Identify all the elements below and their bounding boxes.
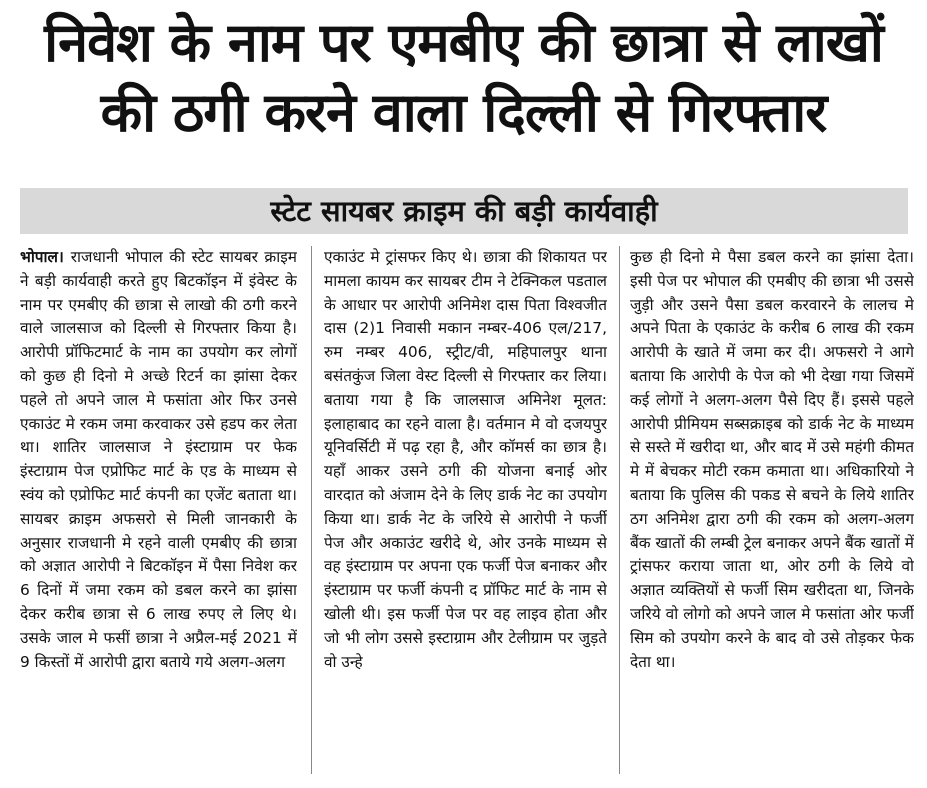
column-divider-2 xyxy=(619,246,620,774)
article-column-2 xyxy=(324,246,607,786)
article-column-3 xyxy=(630,246,914,786)
headline-line-1: निवेश के नाम पर एमबीए की छात्रा से लाखों xyxy=(44,11,883,74)
dateline: भोपाल। xyxy=(20,248,71,266)
column-3-text: कुछ ही दिनो मे पैसा डबल करने का झांसा देता। इसी पेज पर भोपाल की एमबीए की छात्रा भी उससे जुड़ी और उसने पैसा डबल करवारने के लालच मे अपने पिता के एकाउंट के करीब 6 लाख की रकम आरोपी के खाते में जमा कर दी। अफसरो ने आगे बताया कि आरोपी के पेज को भी देखा गया जिसमें कई लोगों ने अलग-अलग पैसे दिए हैं। इससे पहले आरोपी प्रीमियम सब्सक्राइब को डार्क नेट के माध्यम से सस्ते में खरीदा था, और बाद में उसे महंगी कीमत मे में बेचकर मोटी रकम कमाता था। अधिकारियो ने बताया कि पुलिस की पकड से बचने के लिये शातिर ठग अनिमेश द्वारा ठगी की रकम को अलग-अलग बैंक खातों की लम्बी ट्रेल बनाकर अपने बैंक खातों में ट्रांसफर कराया जाता था, ओर ठगी के लिये वो अज्ञात व्यक्तियों से फर्जी सिम खरीदता था, जिनके जरिये वो लोगो को अपने जाल मे फसांता ओर फर्जी सिम को उपयोग करने के बाद वो उसे तोड़कर फेक देता था। xyxy=(630,248,914,671)
headline-line-2: की ठगी करने वाला दिल्ली से गिरफ्तार xyxy=(100,81,827,144)
subheadline-banner xyxy=(20,188,908,234)
headline xyxy=(0,8,927,148)
subheadline: स्टेट सायबर क्राइम की बड़ी कार्यवाही xyxy=(270,194,658,228)
article-column-1 xyxy=(20,246,297,786)
column-divider-1 xyxy=(311,246,312,774)
column-1-text: राजधानी भोपाल की स्टेट सायबर क्राइम ने बड़ी कार्यवाही करते हुए बिटकॉइन में इंवेस्ट के नाम पर एमबीए की छात्रा से लाखो की ठगी करने वाले जालसाज को दिल्ली से गिरफ्तार किया है। आरोपी प्रॉफिटमार्ट के नाम का उपयोग कर लोगों को कुछ ही दिनो मे अच्छे रिटर्न का झांसा देकर पहले तो अपने जाल मे फसांता ओर फिर उनसे एकाउंट मे रकम जमा करवाकर उसे हडप कर लेता था। शातिर जालसाज ने इंस्टाग्राम पर फेक इंस्टाग्राम पेज एप्रोफिट मार्ट के एड के माध्यम से स्वंय को एप्रोफिट मार्ट कंपनी का एजेंट बताता था। सायबर क्राइम अफसरो से मिली जानकारी के अनुसार राजधानी मे रहने वाली एमबीए की छात्रा को अज्ञात आरोपी ने बिटकॉइन में पैसा निवेश कर 6 दिनों में जमा रकम को डबल करने का झांसा देकर करीब छात्रा से 6 लाख रुपए ले लिए थे। उसके जाल मे फसीं छात्रा ने अप्रैल-मई 2021 में 9 किस्तों में आरोपी द्वारा बताये गये अलग-अलग xyxy=(20,248,297,671)
column-2-text: एकाउंट मे ट्रांसफर किए थे। छात्रा की शिकायत पर मामला कायम कर सायबर टीम ने टेक्निकल पडताल के आधार पर आरोपी अनिमेश दास पिता विश्वजीत दास (2)1 निवासी मकान नम्बर-406 एल/217, रुम नम्बर 406, स्ट्रीट/वी, महिपालपुर थाना बसंतकुंज जिला वेस्ट दिल्ली से गिरफ्तार कर लिया। बताया गया है कि जालसाज अमिनेश मूलत: इलाहाबाद का रहने वाला है। वर्तमान मे वो दजयपुर यूनिवर्सिटी में पढ़ रहा है, और कॉमर्स का छात्र है। यहाँ आकर उसने ठगी की योजना बनाई ओर वारदात को अंजाम देने के लिए डार्क नेट का उपयोग किया था। डार्क नेट के जरिये से आरोपी ने फर्जी पेज और अकाउंट खरीदे थे, ओर उनके माध्यम से वह इंस्टाग्राम पर अपना एक फर्जी पेज बनाकर और इंस्टाग्राम पर फर्जी कंपनी द प्रॉफिट मार्ट के नाम से खोली थी। इस फर्जी पेज पर वह लाइव होता और जो भी लोग उससे इस्टाग्राम और टेलीग्राम पर जुड़ते वो उन्हे xyxy=(324,248,607,671)
